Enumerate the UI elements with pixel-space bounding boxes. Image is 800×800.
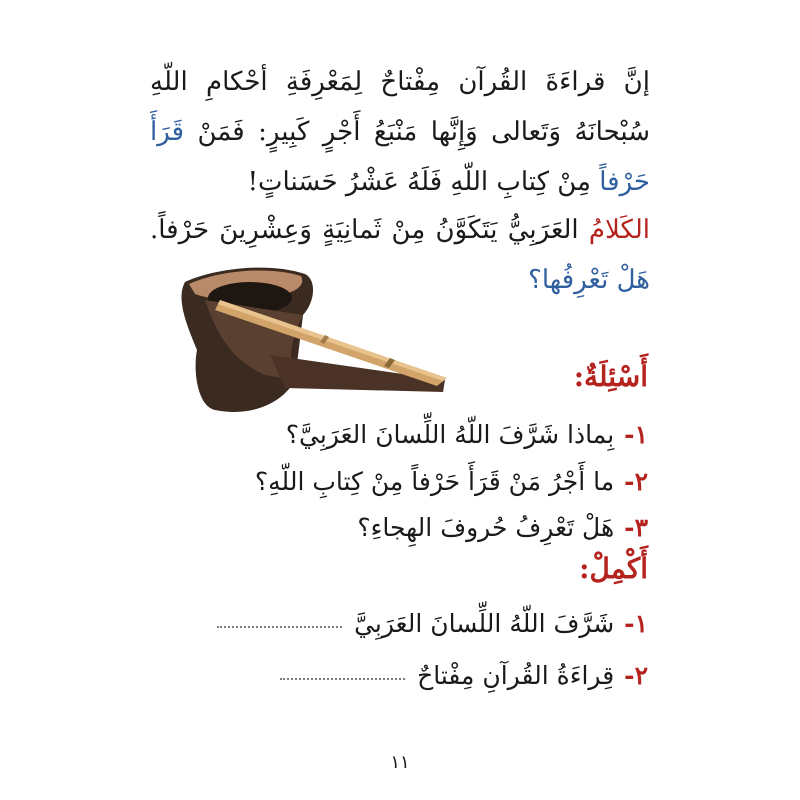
question-number: ٢-: [624, 467, 648, 496]
question-number: ١-: [624, 420, 648, 449]
page-number: ١١: [390, 752, 410, 773]
complete-item-2: [128, 656, 648, 696]
question-number: ٣-: [624, 513, 648, 542]
complete-text: قِراءَةُ القُرآنِ مِفْتاحٌ: [417, 661, 615, 690]
questions-heading: أَسْئِلَةٌ:: [573, 360, 648, 393]
intro-text-start: إنَّ قراءَةَ القُرآن مِفْتاحٌ لِمَعْرِفَةِ أحْكامِ اللّهِ سُبْحانَهُ وَتَعالى وَإِنَّها مَنْبَعُ أَجْرٍ كَبِيرٍ: فَمَنْ: [150, 67, 650, 147]
letters-text: العَرَبِيُّ يَتَكَوَّنُ مِنْ ثَمانِيَةٍ وَعِشْرِينَ حَرْفاً.: [150, 215, 589, 245]
complete-number: ١-: [624, 609, 648, 638]
question-1: [128, 415, 648, 455]
complete-number: ٢-: [624, 661, 648, 690]
highlight-speech: الكَلامُ: [588, 215, 650, 245]
question-3: [128, 508, 648, 548]
highlight-do-you-know: هَلْ تَعْرِفُها؟: [528, 265, 650, 295]
question-2: [128, 462, 648, 502]
highlight-read-a-letter: قَرَأَ حَرْفاً: [150, 117, 650, 197]
question-text: ما أَجْرُ مَنْ قَرَأَ حَرْفاً مِنْ كِتابِ اللّهِ؟: [254, 467, 615, 496]
complete-heading: أَكْمِلْ:: [579, 552, 648, 585]
question-text: بِماذا شَرَّفَ اللّهُ اللِّسانَ العَرَبِيَّ؟: [285, 420, 615, 449]
intro-text-end: مِنْ كِتابِ اللّهِ فَلَهُ عَشْرُ حَسَناتٍ!: [247, 167, 600, 197]
fill-in-blank[interactable]: [280, 676, 405, 680]
complete-text: شَرَّفَ اللّهُ اللِّسانَ العَرَبِيَّ: [354, 609, 615, 638]
intro-paragraph: [150, 57, 650, 207]
question-text: هَلْ تَعْرِفُ حُروفَ الهِجاءِ؟: [357, 513, 615, 542]
complete-item-1: [128, 604, 648, 644]
fill-in-blank[interactable]: [217, 624, 342, 628]
reed-pen-inkwell-image: [175, 260, 455, 420]
